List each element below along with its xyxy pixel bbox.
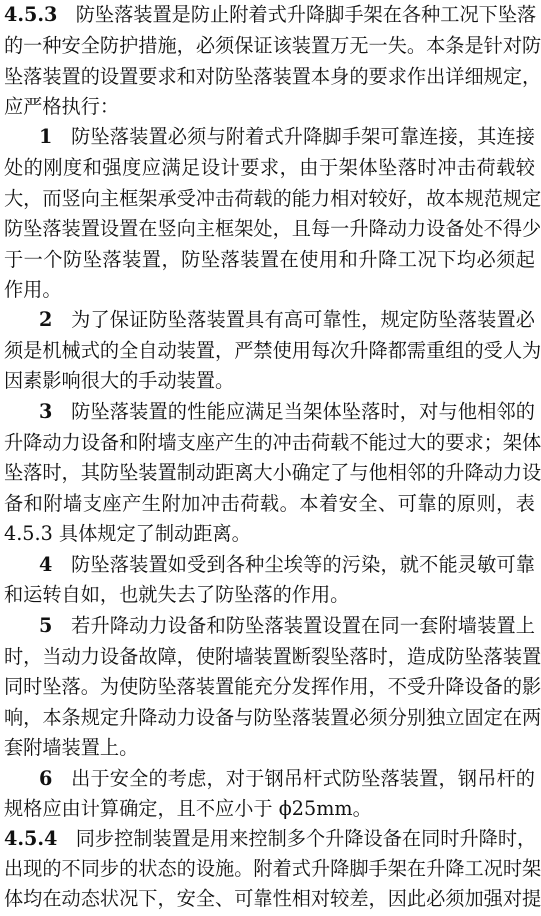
line-text: 同步控制装置是用来控制多个升降设备在同时升降时， (75, 827, 537, 850)
text-line (4, 120, 535, 154)
text-line: 的一种安全防护措施，必须保证该装置万无一失。本条是针对防 (4, 34, 541, 57)
text-line (4, 609, 535, 643)
item-number: 3 (39, 400, 53, 423)
line-text: 为了保证防坠落装置具有高可靠性，规定防坠落装置必 (71, 308, 535, 331)
line-text: 防坠落装置是防止附着式升降脚手架在各种工况下坠落 (75, 3, 537, 26)
text-line: 出现的不同步的状态的设施。附着式升降脚手架在升降工况时架 (4, 857, 541, 880)
text-line: 大，而竖向主框架承受冲击荷载的能力相对较好，故本规范规定 (4, 187, 541, 210)
text-line (4, 303, 535, 337)
text-line: 坠落时，其防坠装置制动距离大小确定了与他相邻的升降动力设 (4, 461, 541, 484)
text-line: 应严格执行： (4, 95, 120, 118)
text-line: 和运转自如，也就失去了防坠落的作用。 (4, 583, 350, 606)
text-line: 响，本条规定升降动力设备与防坠落装置必须分别独立固定在两 (4, 706, 541, 729)
text-line: 套附墙装置上。 (4, 736, 139, 759)
text-line: 坠落装置的设置要求和对防坠落装置本身的要求作出详细规定， (4, 65, 541, 88)
line-text: 防坠落装置如受到各种尘埃等的污染，就不能灵敏可靠 (71, 553, 535, 576)
text-line: 防坠落装置设置在竖向主框架处，且每一升降动力设备处不得少 (4, 217, 541, 240)
text-line (4, 762, 535, 796)
text-line (4, 395, 535, 429)
text-line: 于一个防坠落装置，防坠落装置在使用和升降工况下均必须起 (4, 248, 535, 271)
line-text: 防坠落装置必须与附着式升降脚手架可靠连接，其连接 (71, 125, 535, 148)
clause-number: 4.5.3 (4, 3, 58, 26)
text-line: 时，当动力设备故障，使附墙装置断裂坠落时，造成防坠落装置 (4, 645, 541, 668)
text-line: 同时坠落。为使防坠落装置能充分发挥作用，不受升降设备的影 (4, 675, 541, 698)
text-line (4, 0, 535, 32)
text-line: 因素影响很大的手动装置。 (4, 369, 235, 392)
item-number: 2 (39, 308, 53, 331)
item-number: 4 (39, 553, 53, 576)
text-line: 作用。 (4, 278, 62, 301)
text-line: 升降动力设备和附墙支座产生的冲击荷载不能过大的要求；架体 (4, 431, 541, 454)
text-line: 备和附墙支座产生附加冲击荷载。本着安全、可靠的原则，表 (4, 492, 535, 515)
line-text: 若升降动力设备和防坠落装置设置在同一套附墙装置上 (71, 614, 535, 637)
text-line: 4.5.3 具体规定了制动距离。 (4, 522, 251, 545)
text-line: 处的刚度和强度应满足设计要求，由于架体坠落时冲击荷载较 (4, 156, 535, 179)
line-text: 出于安全的考虑，对于钢吊杆式防坠落装置，钢吊杆的 (71, 767, 535, 790)
text-line (4, 548, 535, 582)
text-line (4, 822, 535, 856)
text-line: 须是机械式的全自动装置，严禁使用每次升降都需重组的受人为 (4, 339, 541, 362)
text-line: 体均在动态状况下，安全、可靠性相对较差，因此必须加强对提 (4, 887, 541, 910)
item-number: 6 (39, 767, 53, 790)
item-number: 5 (39, 614, 53, 637)
clause-number: 4.5.4 (4, 827, 58, 850)
item-number: 1 (39, 125, 53, 148)
text-line: 规格应由计算确定，且不应小于 ϕ25mm。 (4, 797, 372, 820)
line-text: 防坠落装置的性能应满足当架体坠落时，对与他相邻的 (71, 400, 535, 423)
